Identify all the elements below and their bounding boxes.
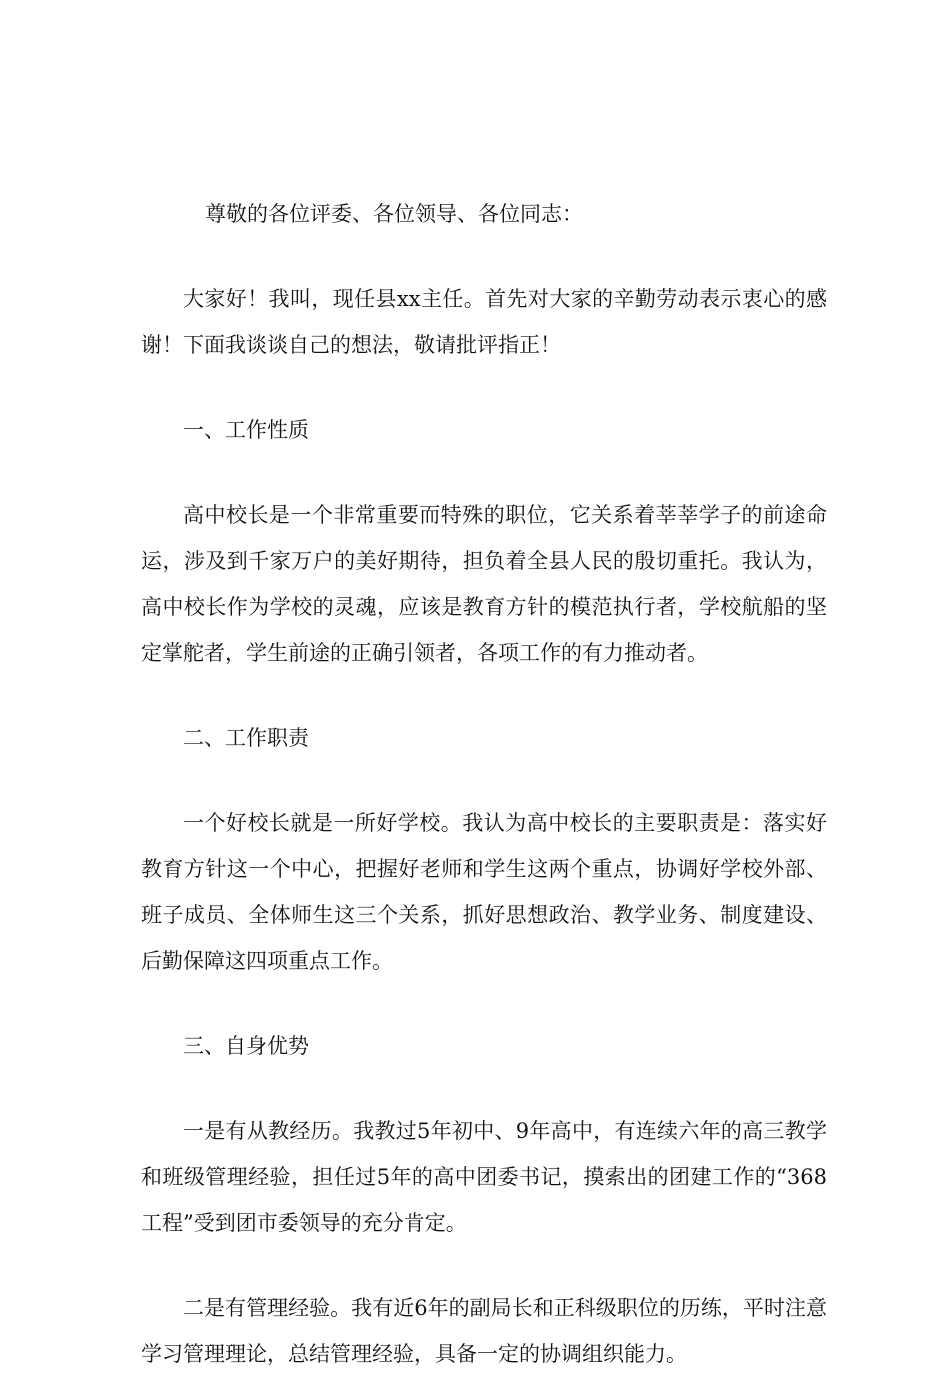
intro-paragraph: 大家好！我叫，现任县xx主任。首先对大家的辛勤劳动表示衷心的感谢！下面我谈谈自己的想法，敬请批评指正！ xyxy=(141,287,827,357)
section-paragraph-management: 二是有管理经验。我有近6年的副局长和正科级职位的历练，平时注意学习管理理论，总结管理经验，具备一定的协调组织能力。 xyxy=(141,1296,827,1366)
section-paragraph-duties: 一个好校长就是一所好学校。我认为高中校长的主要职责是：落实好教育方针这一个中心，把握好老师和学生这两个重点，协调好学校外部、班子成员、全体师生这三个关系，抓好思想政治、教学业务、制度建设、后勤保障这四项重点工作。 xyxy=(141,811,827,973)
document-body xyxy=(141,191,827,1377)
paragraph-gap xyxy=(141,368,827,407)
paragraph-gap xyxy=(141,761,827,800)
paragraph-gap xyxy=(141,676,827,715)
section-heading-duties: 二、工作职责 xyxy=(183,726,309,750)
section-paragraph-teaching: 一是有从教经历。我教过5年初中、9年高中，有连续六年的高三教学和班级管理经验，担任过5年的高中团委书记，摸索出的团建工作的“368工程”受到团市委领导的充分肯定。 xyxy=(141,1119,827,1235)
section-heading-nature: 一、工作性质 xyxy=(183,418,309,442)
section-heading-strengths: 三、自身优势 xyxy=(183,1034,309,1058)
section-paragraph-nature: 高中校长是一个非常重要而特殊的职位，它关系着莘莘学子的前途命运，涉及到千家万户的美好期待，担负着全县人民的殷切重托。我认为，高中校长作为学校的灵魂，应该是教育方针的模范执行者，学校航船的坚定掌舵者，学生前途的正确引领者，各项工作的有力推动者。 xyxy=(141,503,827,665)
paragraph-gap xyxy=(141,237,827,276)
paragraph-gap xyxy=(141,984,827,1023)
paragraph-gap xyxy=(141,453,827,492)
paragraph-gap xyxy=(141,1246,827,1285)
salutation: 尊敬的各位评委、各位领导、各位同志： xyxy=(205,202,583,226)
paragraph-gap xyxy=(141,1069,827,1108)
